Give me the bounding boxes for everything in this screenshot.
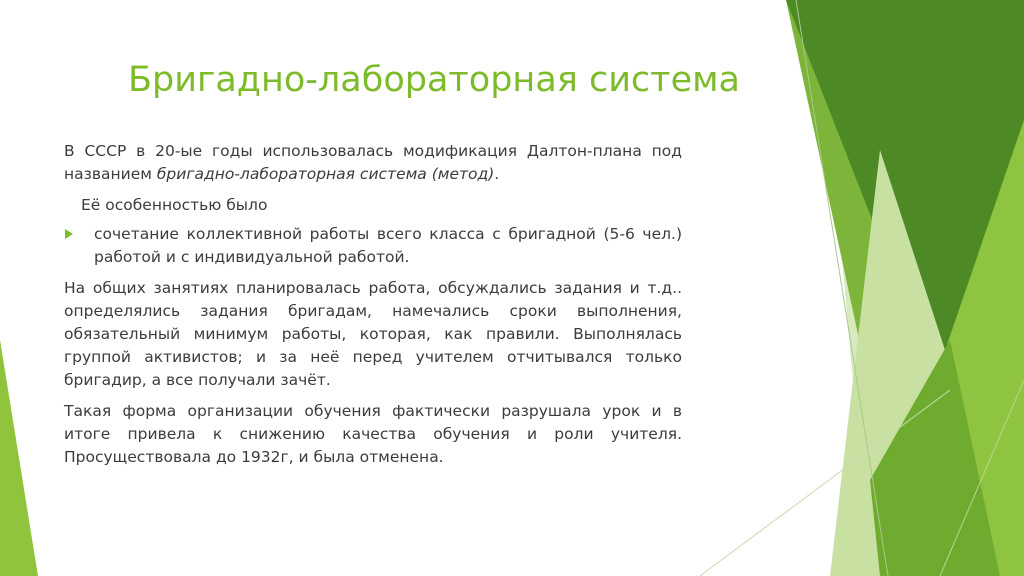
slide-content (64, 140, 682, 477)
bullet-triangle-icon (65, 229, 73, 239)
bullet-item-text: сочетание коллективной работы всего класса с бригадной (5-6 чел.) работой и с индивидуальной работой. (94, 225, 682, 266)
paragraph-intro-end: . (494, 165, 500, 183)
paragraph-feature-lead: Её особенностью было (81, 196, 268, 214)
slide-title: Бригадно-лабораторная система (128, 60, 740, 100)
paragraph-intro-italic: бригадно-лабораторная система (метод) (156, 165, 495, 183)
paragraph-intro-text: В СССР в 20-ые годы использовалась модификация Далтон-плана под названием (64, 142, 682, 183)
bullet-item (64, 223, 682, 269)
paragraph-conclusion: Такая форма организации обучения фактически разрушала урок и в итоге привела к снижению качества обучения и роли учителя. Просуществовала до 1932г, и была отменена. (64, 402, 682, 466)
paragraph-intro (64, 140, 682, 186)
left-green-sliver (0, 340, 38, 576)
paragraph-lessons: На общих занятиях планировалась работа, обсуждались задания и т.д.. определялись задания бригадам, намечались сроки выполнения, обязательный минимум работы, которая, как правили. Выполнялась группой активистов; и за неё перед учителем отчитывался только бригадир, а все получали зачёт. (64, 279, 682, 389)
